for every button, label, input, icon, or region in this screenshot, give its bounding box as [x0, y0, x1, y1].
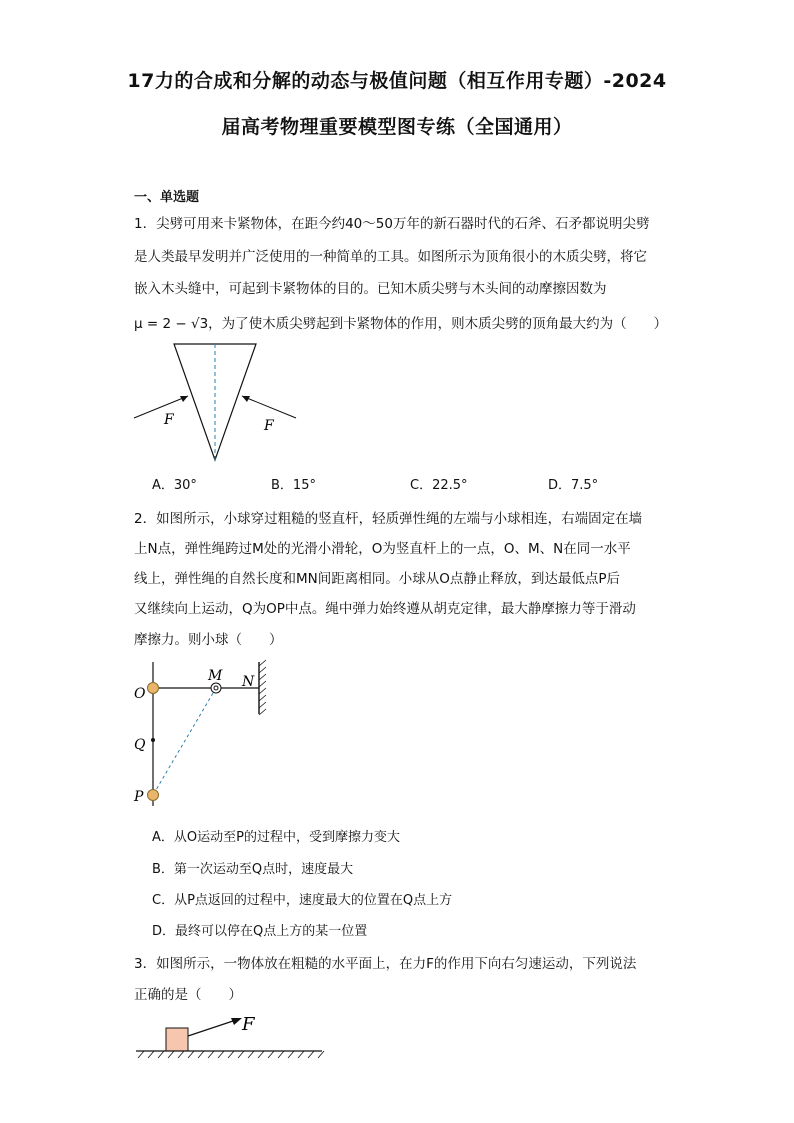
pulley-figure — [130, 656, 280, 814]
left-force-label: F — [164, 412, 174, 428]
q2-option-d[interactable]: D．最终可以停在Q点上方的某一位置 — [152, 924, 368, 939]
q3-line-1: 3．如图所示，一物体放在粗糙的水平面上，在力F的作用下向右匀速运动，下列说法 — [134, 956, 637, 972]
right-force-arrow — [242, 396, 296, 418]
label-o: O — [134, 686, 146, 702]
wall-hatch — [259, 660, 266, 715]
ground-hatch — [138, 1051, 324, 1058]
label-q: Q — [134, 737, 146, 753]
q1-option-c[interactable]: C．22.5° — [410, 478, 468, 493]
q2-line-1: 2．如图所示，小球穿过粗糙的竖直杆，轻质弹性绳的左端与小球相连，右端固定在墙 — [134, 511, 643, 527]
point-q — [151, 738, 155, 742]
q3-line-2: 正确的是（ ） — [134, 987, 242, 1003]
q1-line-3: 嵌入木头缝中，可起到卡紧物体的目的。已知木质尖劈与木头间的动摩擦因数为 — [134, 281, 607, 297]
q1-line-2: 是人类最早发明并广泛使用的一种简单的工具。如图所示为顶角很小的木质尖劈，将它 — [134, 249, 647, 265]
ball-at-o — [148, 683, 159, 694]
q2-line-4: 又继续向上运动，Q为OP中点。绳中弹力始终遵从胡克定律，最大静摩擦力等于滑动 — [134, 601, 636, 617]
block — [166, 1028, 188, 1051]
block-figure — [130, 1008, 330, 1066]
q1-line-1: 1．尖劈可用来卡紧物体，在距今约40～50万年的新石器时代的石斧、石矛都说明尖劈 — [134, 216, 650, 232]
wedge-figure — [130, 338, 310, 468]
pulley-inner — [214, 686, 218, 690]
label-n: N — [242, 674, 255, 690]
right-force-label: F — [264, 418, 274, 434]
q1-option-d[interactable]: D．7.5° — [548, 478, 599, 493]
q2-option-c[interactable]: C．从P点返回的过程中，速度最大的位置在Q点上方 — [152, 893, 453, 908]
q2-option-a[interactable]: A．从O运动至P的过程中，受到摩擦力变大 — [152, 830, 400, 845]
doc-title-line-1: 17力的合成和分解的动态与极值问题（相互作用专题）-2024 — [127, 70, 667, 92]
q1-option-b[interactable]: B．15° — [271, 478, 316, 493]
force-label: F — [242, 1014, 255, 1035]
section-heading: 一、单选题 — [134, 190, 200, 205]
q2-line-2: 上N点，弹性绳跨过M处的光滑小滑轮，O为竖直杆上的一点，O、M、N在同一水平 — [134, 541, 631, 557]
left-force-arrow — [134, 396, 188, 418]
force-arrow-head — [231, 1018, 242, 1025]
q2-line-5: 摩擦力。则小球（ ） — [134, 632, 283, 648]
q1-option-a[interactable]: A．30° — [152, 478, 197, 493]
label-m: M — [208, 668, 223, 684]
q1-line-4: μ = 2 − √3，为了使木质尖劈起到卡紧物体的作用，则木质尖劈的顶角最大约为（ ） — [134, 316, 668, 332]
q2-option-b[interactable]: B．第一次运动至Q点时，速度最大 — [152, 862, 354, 877]
q2-line-3: 线上，弹性绳的自然长度和MN间距离相同。小球从O点静止释放，到达最低点P后 — [134, 571, 621, 587]
ball-at-p — [148, 790, 159, 801]
force-arrow — [188, 1020, 236, 1036]
label-p: P — [134, 789, 144, 805]
doc-title-line-2: 届高考物理重要模型图专练（全国通用） — [221, 116, 573, 138]
stretched-cord — [153, 688, 216, 795]
